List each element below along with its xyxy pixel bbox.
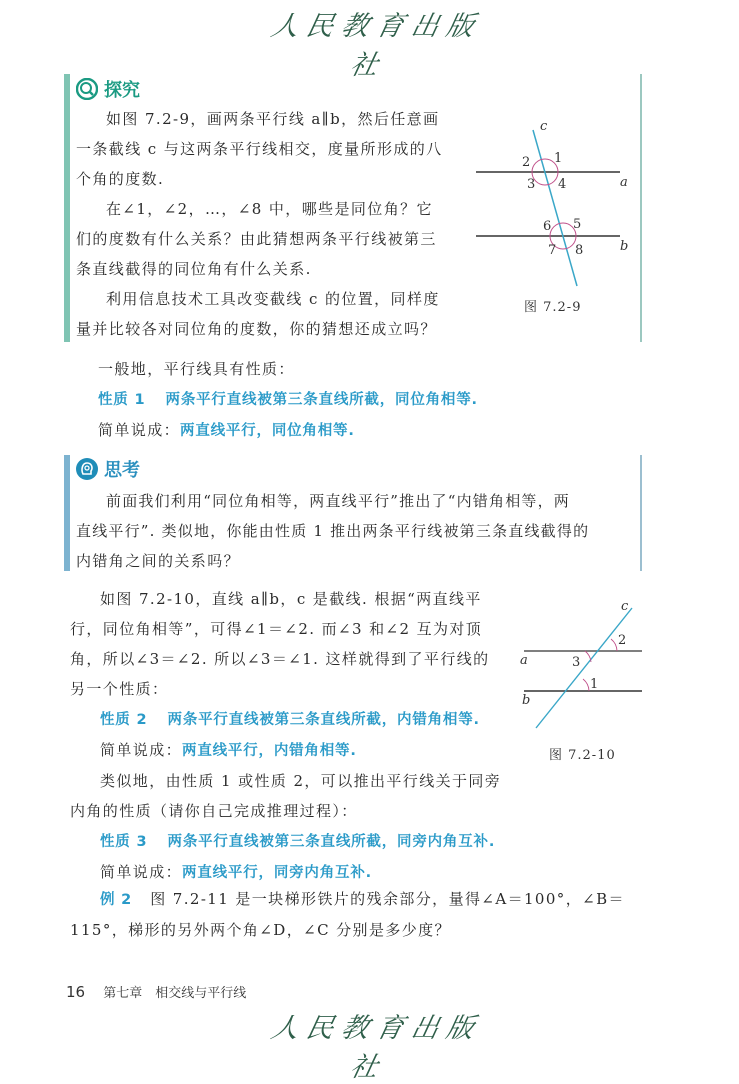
lightbulb-head-icon bbox=[76, 458, 98, 480]
svg-text:1: 1 bbox=[590, 677, 599, 692]
reasoning-line: 另一个性质： bbox=[70, 680, 169, 698]
svg-text:b: b bbox=[620, 239, 629, 254]
svg-text:8: 8 bbox=[575, 243, 584, 258]
example-text: 115°，梯形的另外两个角∠D，∠C 分别是多少度？ bbox=[70, 921, 451, 939]
think-title: 思考 bbox=[104, 460, 140, 481]
svg-text:4: 4 bbox=[558, 177, 567, 192]
think-heading bbox=[76, 456, 140, 482]
reasoning-line: 角，所以∠3＝∠2. 所以∠3＝∠1. 这样就得到了平行线的 bbox=[70, 650, 490, 668]
example-label: 例 2 bbox=[100, 892, 133, 908]
explore-title: 探究 bbox=[104, 80, 140, 101]
svg-text:2: 2 bbox=[522, 155, 531, 170]
svg-text:3: 3 bbox=[572, 655, 581, 670]
example-2 bbox=[70, 884, 670, 945]
svg-text:c: c bbox=[621, 599, 629, 614]
short-prefix: 简单说成： bbox=[100, 741, 183, 759]
svg-text:2: 2 bbox=[618, 633, 627, 648]
property-3-label: 性质 3 bbox=[100, 834, 148, 850]
explore-panel-bar bbox=[64, 74, 70, 342]
explore-line: 利用信息技术工具改变截线 c 的位置，同样度 bbox=[106, 290, 440, 308]
property-3-short: 两直线平行，同旁内角互补. bbox=[182, 865, 372, 881]
explore-heading bbox=[76, 76, 140, 102]
chapter-title: 第七章 相交线与平行线 bbox=[103, 986, 247, 1001]
property-2-text: 两条平行直线被第三条直线所截，内错角相等. bbox=[167, 712, 480, 728]
magnifier-explore-icon bbox=[76, 78, 98, 100]
publisher-logo-header: 人民教育出版社 bbox=[268, 11, 485, 81]
general-section bbox=[98, 354, 478, 446]
general-intro: 一般地，平行线具有性质： bbox=[98, 360, 295, 378]
explore-line: 量并比较各对同位角的度数，你的猜想还成立吗？ bbox=[76, 320, 437, 338]
explore-line: 条直线截得的同位角有什么关系. bbox=[76, 260, 312, 278]
property-1-label: 性质 1 bbox=[98, 392, 146, 408]
reasoning-line: 行，同位角相等”，可得∠1＝∠2. 而∠3 和∠2 互为对顶 bbox=[70, 620, 483, 638]
svg-text:6: 6 bbox=[543, 219, 552, 234]
property-3-text: 两条平行直线被第三条直线所截，同旁内角互补. bbox=[167, 834, 496, 850]
think-line: 前面我们利用“同位角相等，两直线平行”推出了“内错角相等，两 bbox=[106, 492, 571, 510]
explore-panel-right-border bbox=[640, 74, 642, 342]
property-2-label: 性质 2 bbox=[100, 712, 148, 728]
explore-line: 在∠1，∠2，…，∠8 中，哪些是同位角？它 bbox=[106, 200, 433, 218]
explore-line: 们的度数有什么关系？由此猜想两条平行线被第三 bbox=[76, 230, 437, 248]
page-footer bbox=[66, 982, 246, 1001]
think-line: 直线平行”. 类似地，你能由性质 1 推出两条平行线被第三条直线截得的 bbox=[76, 522, 590, 540]
example-text: 图 7.2-11 是一块梯形铁片的残余部分，量得∠A＝100°，∠B＝ bbox=[150, 890, 625, 908]
explore-line: 如图 7.2-9，画两条平行线 a∥b，然后任意画 bbox=[106, 110, 440, 128]
think-line: 内错角之间的关系吗？ bbox=[76, 552, 241, 570]
publisher-logo-footer: 人民教育出版社 bbox=[268, 1013, 485, 1083]
reasoning-line: 如图 7.2-10，直线 a∥b，c 是截线. 根据“两直线平 bbox=[100, 590, 482, 608]
think-panel-bar bbox=[64, 455, 70, 571]
think-panel-right-border bbox=[640, 455, 642, 571]
svg-text:5: 5 bbox=[573, 217, 582, 232]
explore-body bbox=[76, 104, 476, 344]
similar-line: 类似地，由性质 1 或性质 2，可以推出平行线关于同旁 bbox=[100, 772, 502, 790]
reasoning-section bbox=[70, 584, 510, 888]
page-number: 16 bbox=[66, 983, 86, 1001]
short-prefix: 简单说成： bbox=[98, 421, 181, 439]
svg-text:a: a bbox=[520, 653, 528, 668]
figure-7-2-10 bbox=[510, 598, 645, 733]
svg-text:a: a bbox=[620, 175, 628, 190]
svg-text:1: 1 bbox=[554, 151, 563, 166]
svg-text:c: c bbox=[540, 119, 548, 134]
figure-7-2-9 bbox=[470, 118, 635, 293]
short-prefix: 简单说成： bbox=[100, 863, 183, 881]
think-body bbox=[76, 486, 636, 576]
property-2-short: 两直线平行，内错角相等. bbox=[182, 743, 357, 759]
property-1-short: 两直线平行，同位角相等. bbox=[180, 423, 355, 439]
explore-line: 个角的度数. bbox=[76, 170, 165, 188]
figure-caption-7-2-9: 图 7.2-9 bbox=[524, 300, 582, 315]
property-1-text: 两条平行直线被第三条直线所截，同位角相等. bbox=[165, 392, 478, 408]
svg-text:3: 3 bbox=[527, 177, 536, 192]
explore-line: 一条截线 c 与这两条平行线相交，度量所形成的八 bbox=[76, 140, 443, 158]
figure-caption-7-2-10: 图 7.2-10 bbox=[549, 748, 616, 763]
svg-text:7: 7 bbox=[548, 243, 557, 258]
svg-text:b: b bbox=[522, 693, 531, 708]
similar-line: 内角的性质（请你自己完成推理过程）： bbox=[70, 802, 358, 820]
